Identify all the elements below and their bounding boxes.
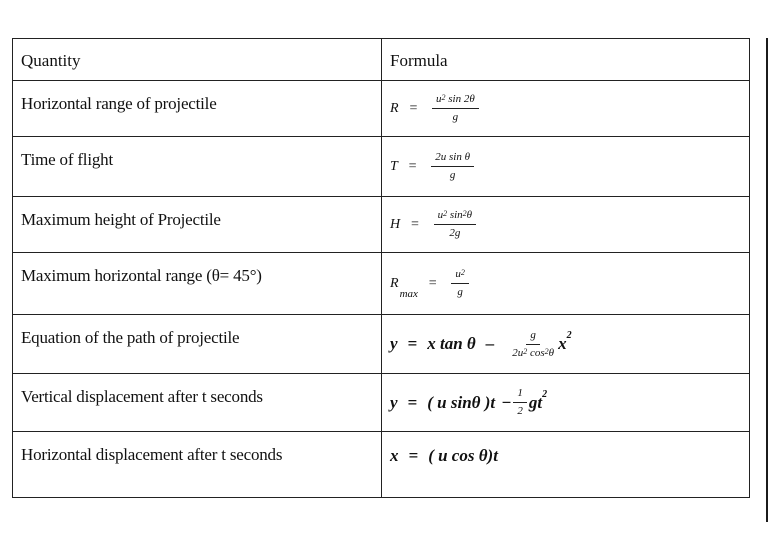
quantity-label: Vertical displacement after t seconds	[21, 387, 263, 406]
header-quantity-cell	[13, 39, 382, 81]
formula-lhs: y	[390, 334, 398, 353]
quantity-cell	[13, 374, 382, 432]
table-row	[13, 253, 750, 315]
quantity-cell	[13, 315, 382, 374]
formula-term: ( u sinθ )t	[427, 392, 496, 412]
formula-cell	[382, 374, 750, 432]
num-theta: θ	[466, 209, 473, 221]
den-u-power: 2	[523, 346, 528, 356]
formula-fraction	[434, 209, 477, 240]
tail-x: x	[558, 334, 567, 353]
quantity-label: Horizontal range of projectile	[21, 94, 217, 113]
formula-equals: =	[408, 446, 419, 465]
formula-equals: =	[407, 158, 418, 174]
num-u-power: 2	[441, 93, 446, 102]
fraction-numerator: g	[526, 329, 540, 345]
fraction-numerator: 1	[513, 387, 527, 403]
formula-max-range	[390, 253, 473, 314]
formula-cell	[382, 253, 750, 315]
table-row	[13, 197, 750, 253]
quantity-label: Horizontal displacement after t seconds	[21, 445, 283, 464]
formula-equals: =	[407, 392, 418, 412]
formula-max-height	[390, 197, 480, 252]
fraction-denominator: g	[452, 111, 459, 123]
den-2u: 2u	[512, 346, 524, 359]
formula-lhs: T	[390, 158, 398, 174]
quantity-cell	[13, 253, 382, 315]
table-header-row	[13, 39, 750, 81]
formula-cell	[382, 197, 750, 253]
quantity-cell	[13, 432, 382, 498]
den-cos: cos	[527, 346, 545, 359]
tail-power: 2	[542, 388, 548, 400]
num-sin: sin 2θ	[445, 93, 475, 105]
table-row	[13, 137, 750, 197]
formula-lhs: x	[390, 446, 399, 465]
header-formula-cell	[382, 39, 750, 81]
table-row	[13, 374, 750, 432]
table-row	[13, 432, 750, 498]
formula-fraction	[451, 268, 469, 299]
formula-fraction	[431, 151, 474, 182]
den-theta: θ	[548, 346, 555, 359]
table-row	[13, 81, 750, 137]
quantity-label: Maximum horizontal range (θ= 45°)	[21, 266, 262, 285]
num-u-power: 2	[443, 209, 448, 218]
fraction-denominator: 2	[517, 405, 523, 417]
formula-equals: =	[407, 334, 418, 353]
num-u: u	[437, 209, 444, 221]
num-u-power: 2	[460, 268, 465, 277]
quantity-label: Equation of the path of projectile	[21, 328, 240, 347]
formula-half-fraction	[513, 387, 527, 418]
fraction-numerator: 2u sin θ	[431, 151, 474, 167]
quantity-label: Time of flight	[21, 150, 113, 169]
fraction-numerator	[434, 209, 477, 225]
formula-lhs: R	[390, 100, 399, 116]
formula-cell	[382, 137, 750, 197]
formula-tail	[558, 330, 572, 354]
tail-power: 2	[566, 330, 572, 341]
fraction-denominator: g	[449, 169, 456, 181]
formula-term: x tan θ	[427, 334, 476, 353]
quantity-cell	[13, 137, 382, 197]
formula-path-equation	[390, 315, 572, 373]
projectile-formula-table	[12, 38, 750, 498]
formula-minus: –	[485, 334, 495, 353]
table-row	[13, 315, 750, 374]
fraction-denominator: 2g	[449, 227, 461, 239]
formula-horizontal-displacement	[390, 446, 498, 466]
num-sin-power: 2	[462, 209, 467, 218]
formula-equals: =	[408, 100, 419, 116]
quantity-cell	[13, 81, 382, 137]
den-cos-power: 2	[544, 346, 549, 356]
formula-minus: −	[501, 392, 512, 412]
num-u: u	[436, 93, 442, 105]
formula-term: ( u cos θ)t	[428, 446, 498, 465]
formula-tail	[528, 388, 548, 413]
header-formula: Formula	[390, 51, 448, 70]
formula-cell	[382, 315, 750, 374]
formula-equals: =	[427, 275, 438, 291]
num-sin: sin	[447, 209, 463, 221]
fraction-denominator: g	[457, 286, 463, 298]
formula-range	[390, 81, 483, 136]
formula-time-of-flight	[390, 137, 478, 196]
fraction-numerator	[432, 93, 479, 109]
header-quantity: Quantity	[21, 51, 81, 70]
quantity-cell	[13, 197, 382, 253]
formula-cell	[382, 81, 750, 137]
formula-lhs: R	[390, 275, 399, 291]
formula-equals: =	[410, 216, 420, 232]
formula-vertical-displacement	[390, 374, 547, 431]
formula-lhs: y	[390, 392, 398, 412]
formula-cell	[382, 432, 750, 498]
formula-lhs-subscript: max	[399, 287, 418, 300]
formula-fraction	[432, 93, 479, 124]
fraction-denominator	[508, 345, 558, 360]
formula-fraction	[508, 329, 558, 360]
quantity-label: Maximum height of Projectile	[21, 210, 221, 229]
tail-gt: gt	[528, 392, 543, 412]
formula-lhs: H	[390, 216, 401, 232]
num-u: u	[455, 268, 461, 280]
fraction-numerator	[451, 268, 469, 284]
